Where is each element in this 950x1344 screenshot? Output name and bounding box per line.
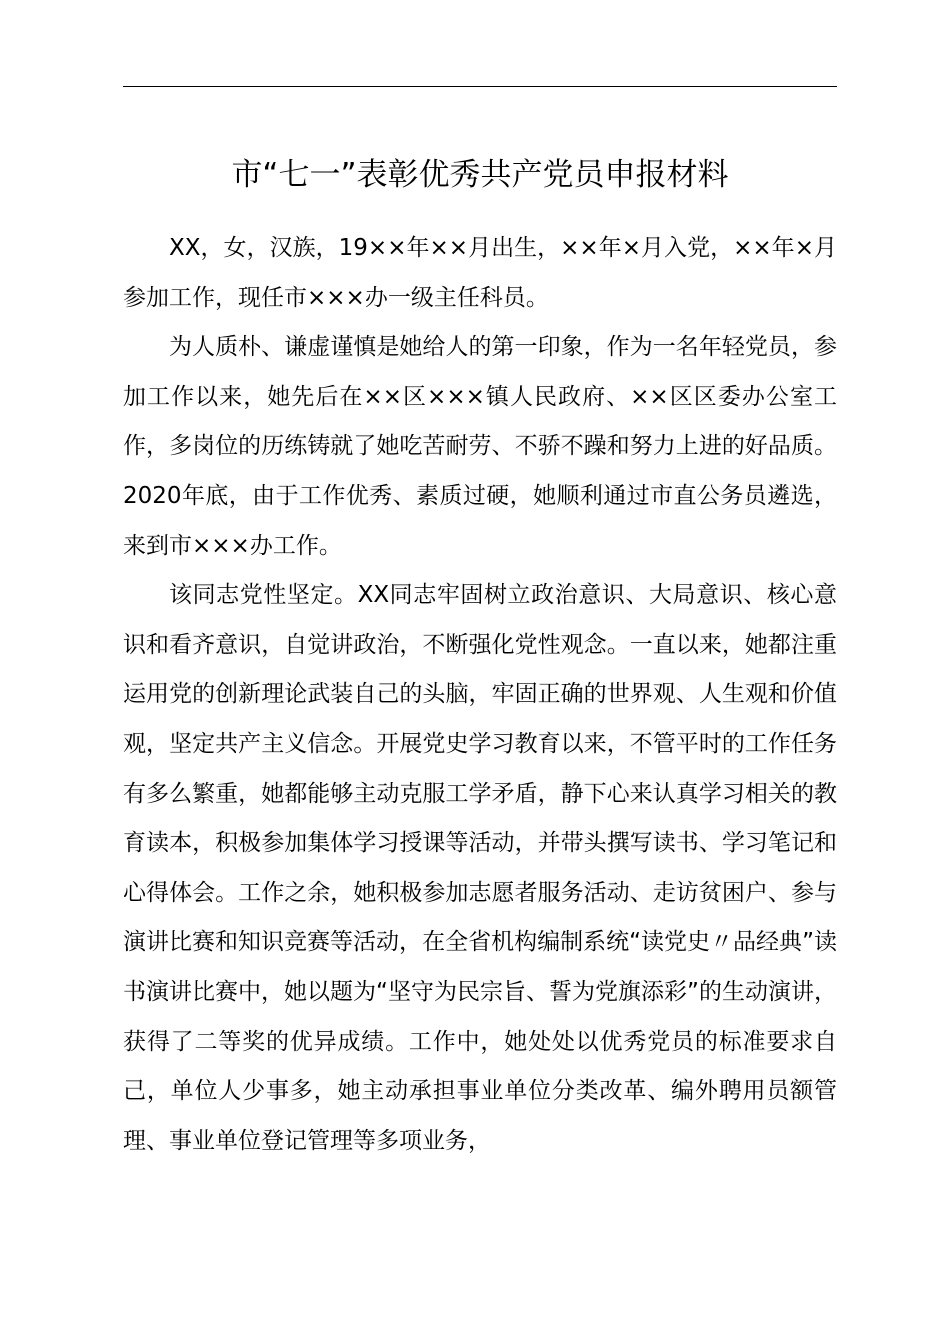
paragraph-work-history: 为人质朴、谦虚谨慎是她给人的第一印象，作为一名年轻党员，参加工作以来，她先后在××区×××镇人民政府、××区区委办公室工作，多岗位的历练铸就了她吃苦耐劳、不骄不躁和努力上进的好品质。2020年底，由于工作优秀、素质过硬，她顺利通过市直公务员遴选，来到市×××办工作。 xyxy=(123,334,837,559)
paragraph-party-spirit: 该同志党性坚定。XX同志牢固树立政治意识、大局意识、核心意识和看齐意识，自觉讲政治，不断强化党性观念。一直以来，她都注重运用党的创新理论武装自己的头脑，牢固正确的世界观、人生观和价值观，坚定共产主义信念。开展党史学习教育以来，不管平时的工作任务有多么繁重，她都能够主动克服工学矛盾，静下心来认真学习相关的教育读本，积极参加集体学习授课等活动，并带头撰写读书、学习笔记和心得体会。工作之余，她积极参加志愿者服务活动、走访贫困户、参与演讲比赛和知识竞赛等活动，在全省机构编制系统“读党史〃品经典”读书演讲比赛中，她以题为“坚守为民宗旨、誓为党旗添彩”的生动演讲，获得了二等奖的优异成绩。工作中，她处处以优秀党员的标准要求自己，单位人少事多，她主动承担事业单位分类改革、编外聘用员额管理、事业单位登记管理等多项业务， xyxy=(123,582,837,1154)
document-body xyxy=(123,224,837,1166)
paragraph-personal-info: XX，女，汉族，19××年××月出生，××年×月入党，××年×月参加工作，现任市×××办一级主任科员。 xyxy=(123,235,837,311)
document-title: 市“七一”表彰优秀共产党员申报材料 xyxy=(231,157,729,193)
header-rule xyxy=(123,86,837,87)
